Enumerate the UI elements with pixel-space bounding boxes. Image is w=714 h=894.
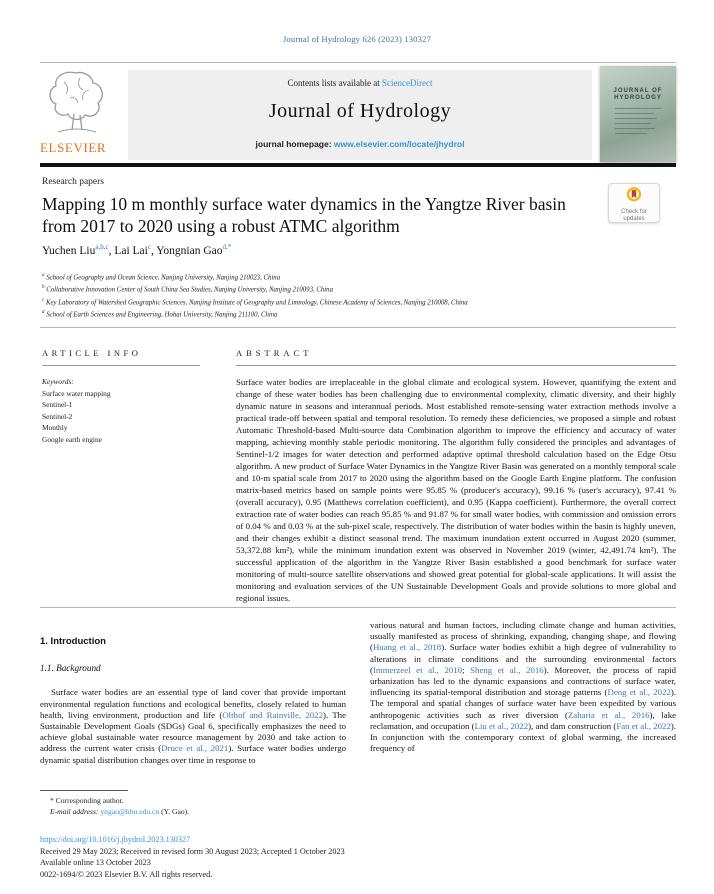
elsevier-tree-icon — [40, 68, 120, 140]
contents-line — [128, 78, 592, 88]
elsevier-wordmark: ELSEVIER — [40, 140, 107, 155]
author: Yuchen Liu$^{a,b,c}$, — [42, 243, 115, 257]
article-category: Research papers — [42, 177, 104, 187]
citation-link[interactable]: Fan et al., 2022 — [616, 720, 671, 731]
header-divider-bar — [40, 163, 676, 167]
body-column-left — [40, 620, 346, 766]
contents-prefix: Contents lists available at — [287, 78, 382, 88]
homepage-line — [128, 139, 592, 149]
article-info-heading: ARTICLE INFO — [42, 348, 142, 358]
journal-name: Journal of Hydrology — [268, 100, 452, 122]
author-affiliation-sup[interactable]: a,b,c — [95, 243, 109, 251]
footnote-rule — [40, 790, 128, 791]
received-dates: Received 29 May 2023; Received in revised form 30 August 2023; Accepted 1 October 2023 — [40, 846, 345, 856]
body-column-right — [370, 620, 676, 754]
email-label: E-mail address: — [50, 807, 99, 816]
affiliation-divider — [40, 327, 676, 328]
affiliation: $^a$ School of Geography and Ocean Science, Nanjing University, Nanjing 210023, China — [42, 273, 281, 282]
email-line — [40, 806, 346, 817]
sciencedirect-link[interactable]: ScienceDirect — [382, 78, 433, 88]
keyword: Surface water mapping — [42, 388, 111, 398]
affiliation-list — [42, 271, 468, 320]
email-link[interactable]: yngao@hhu.edu.cn — [100, 807, 160, 816]
doi-link[interactable]: https://doi.org/10.1016/j.jhydrol.2023.130327 — [40, 835, 191, 844]
author: Yongnian Gao$^{d,*}$ — [156, 243, 232, 257]
keywords-label: Keywords: — [42, 377, 74, 386]
check-updates-icon — [625, 191, 643, 208]
citation-link[interactable]: Deng et al., 2022 — [607, 687, 671, 698]
homepage-prefix: journal homepage: — [255, 139, 334, 149]
author-affiliation-sup[interactable]: c — [147, 243, 151, 251]
keyword: Google earth engine — [42, 434, 102, 444]
cover-editor-lines — [615, 108, 661, 134]
affiliation: $^d$ School of Earth Sciences and Engineering, Hohai University, Nanjing 211100, China — [42, 309, 278, 319]
copyright-line: 0022-1694/© 2023 Elsevier B.V. All rights reserved. — [40, 869, 213, 879]
author: Lai Lai$^c$, — [114, 243, 157, 257]
affiliation: $^b$ Collaborative Innovation Center of South China Sea Studies, Nanjing University, Nanjing 210093, China — [42, 285, 333, 294]
journal-header-banner — [128, 70, 592, 160]
citation-link[interactable]: Sheng et al., 2016 — [470, 664, 544, 675]
article-footer — [40, 834, 676, 880]
email-suffix: (Y. Gao). — [159, 807, 190, 816]
article-info-underline — [42, 365, 200, 366]
check-for-updates-badge[interactable] — [608, 183, 660, 223]
keyword: Monthly — [42, 423, 68, 432]
citation-link[interactable]: Druce et al., 2021 — [161, 743, 229, 754]
top-divider — [40, 62, 676, 63]
journal-reference: Journal of Hydrology 626 (2023) 130327 — [282, 34, 432, 44]
body-paragraph: Surface water bodies are an essential type of land cover that provide important environmental regulation functions and ecological benefits, closely related to human health, living environment, production and life (Olthof and Rainville, 2022). The Sustainable Development Goals (SDGs) Goal 6, specifically emphasizes the need to achieve global sustainable water resource management by 2030 and take action to address the current water crisis (Druce et al., 2021). Surface water bodies undergo dynamic spatial distribution changes over time in response to — [40, 687, 346, 765]
corresponding-author-line: * Corresponding author. — [50, 796, 124, 805]
journal-cover-thumbnail — [600, 66, 676, 162]
keyword: Sentinel-2 — [42, 411, 73, 421]
abstract-heading: ABSTRACT — [236, 348, 313, 358]
homepage-link[interactable]: www.elsevier.com/locate/jhydrol — [333, 139, 465, 149]
citation-link[interactable]: Zaharia et al., 2016 — [567, 709, 650, 720]
author-list — [42, 243, 231, 257]
abstract-text: Surface water bodies are irreplaceable in the global climate and ecological system. However, quantifying the extent and change of these water bodies has been challenging due to environmental complexity, climatic diversity, and their highly dynamic nature in seasons and interannual periods. Most established remote-sensing water extraction methods involve a practical trade-off between spatial and temporal resolution. To remedy these deficiencies, we proposed a simple and robust Automatic Threshold-based Multi-source data Combination algorithm to improve the efficiency and accuracy of water mapping, achieving monthly stable periodic monitoring. The algorithm fully considered the principles and advantages of Sentinel-1/2 images for water detection and performed adaptive optimal threshold calculation based on the Edge Otsu algorithm. A new product of Surface Water Dynamics in the Yangtze River Basin was generated on a monthly temporal scale and 10-m spatial scale from 2017 to 2020 using the algorithm based on the Google Earth Engine platform. The confusion matrix-based metrics based on sample points were 95.85 % (producer's accuracy), 99.16 % (user's accuracy), 97.41 % (overall accuracy), 0.95 (Matthews correlation coefficient), and 0.95 (Kappa coefficient). Furthermore, the overall correct extraction rate of water bodies can reach 95.85 % and 91.87 % for small water bodies, with commission and omission errors of 0.04 % and 0.03 % at the sub-pixel scale, respectively. The distribution of water bodies within the basin is highly uneven, and their changes exhibit a distinct seasonal trend. The maximum inundation extent occurred in August 2020 (summer, 53,372.88 km²), while the minimum inundation extent was observed in November 2019 (winter, 42,491.74 km²). The successful application of the algorithm in the Yangtze River Basin established a good benchmark for surface water monitoring of multi-source satellite observations and showed great potential for global-scale applications. It will assist the monitoring and evaluation services of the UN Sustainable Development Goals and provide solutions to more global and regional issues. — [236, 377, 676, 603]
affiliation: $^c$ Key Laboratory of Watershed Geographic Sciences, Nanjing Institute of Geography and Limnology, Chinese Academy of Sciences, Nanjing 210008, China — [42, 297, 468, 306]
abstract-bottom-divider — [40, 607, 676, 608]
citation-link[interactable]: Olthof and Rainville, 2022 — [222, 709, 324, 720]
body-paragraph: various natural and human factors, including climate change and human activities, usually manifested as process of shrinking, expanding, changing shape, and flowing (Huang et al., 2018). Surface water bodies exhibit a high degree of vulnerability to alterations in climate conditions and the surrounding environmental factors (Immerzeel et al., 2010; Sheng et al., 2016). Moreover, the process of rapid urbanization has led to the dynamic expansions and contractions of surface water, influencing its spatial-temporal distribution and storage patterns (Deng et al., 2022). The temporal and spatial changes of surface water have been expedited by various anthropogenic activities such as river diversion (Zaharia et al., 2016), lake reclamation, and occupation (Liu et al., 2022), and dam construction (Fan et al., 2022). In conjunction with the contemporary context of global warming, the increased frequency of — [370, 620, 677, 754]
abstract-underline — [236, 365, 676, 366]
keyword: Sentinel-1 — [42, 400, 73, 409]
article-title: Mapping 10 m monthly surface water dynamics in the Yangtze River basin from 2017 to 2020 using a robust ATMC algorithm — [42, 194, 566, 236]
cover-title: JOURNAL OF HYDROLOGY — [613, 88, 663, 101]
citation-link[interactable]: Immerzeel et al., 2010 — [372, 664, 463, 675]
section-heading-introduction: 1. Introduction — [40, 636, 106, 647]
citation-link[interactable]: Huang et al., 2018 — [372, 642, 442, 653]
citation-link[interactable]: Liu et al., 2022 — [474, 720, 529, 731]
author-affiliation-sup[interactable]: d,* — [222, 243, 232, 251]
available-online: Available online 13 October 2023 — [40, 858, 151, 867]
abstract-section — [236, 348, 676, 604]
subsection-heading-background: 1.1. Background — [40, 663, 101, 674]
article-info-section — [42, 348, 200, 445]
elsevier-logo — [40, 68, 120, 160]
keywords-block — [42, 376, 200, 445]
corresponding-author-footnote — [40, 790, 346, 817]
check-updates-label: Check for updates — [621, 209, 647, 222]
